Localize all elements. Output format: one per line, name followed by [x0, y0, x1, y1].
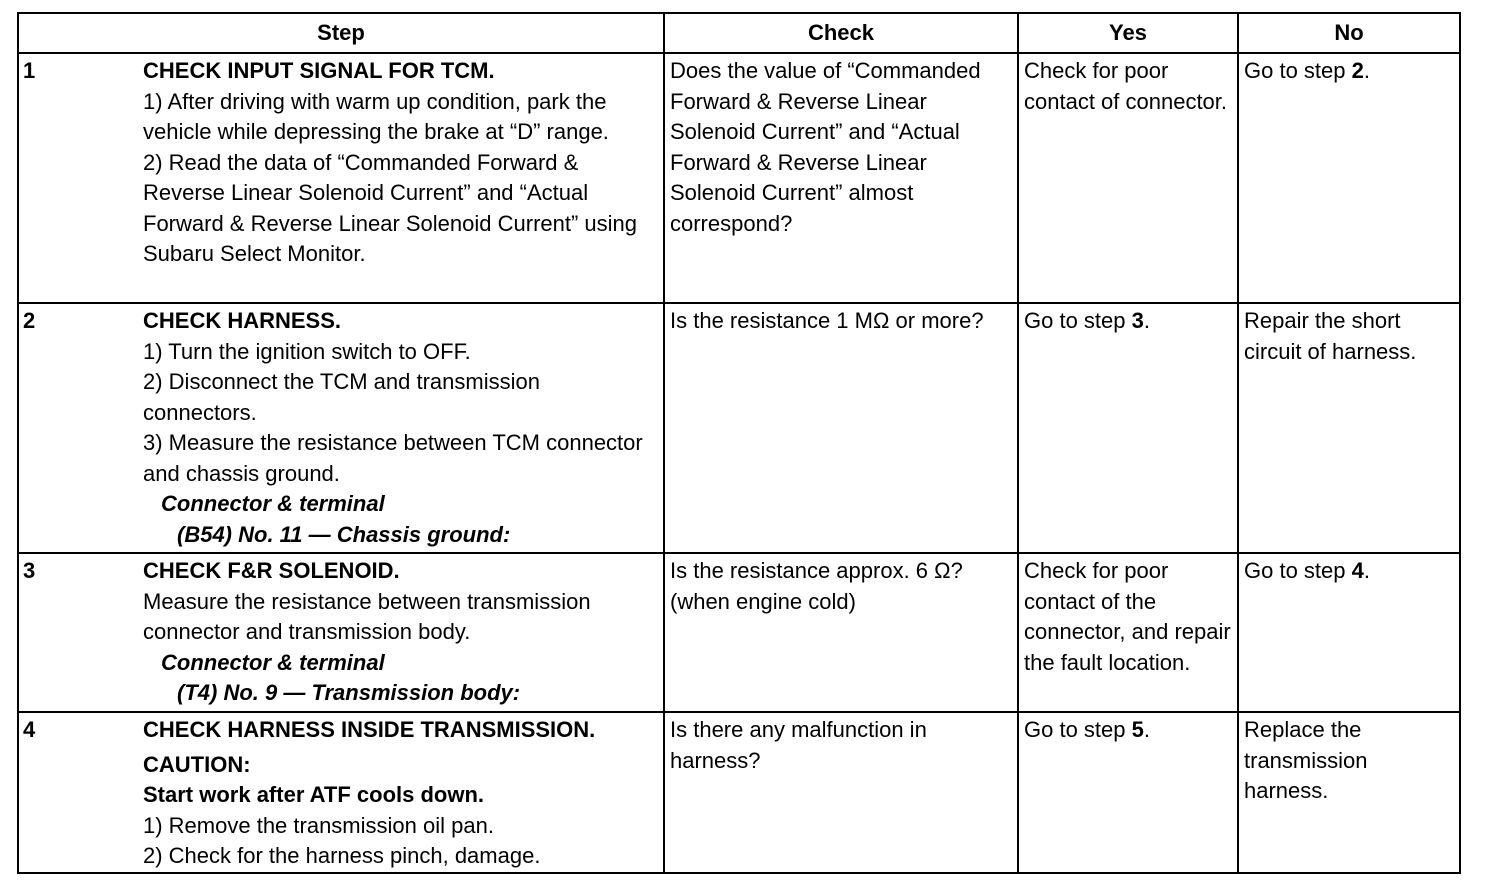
header-no: No — [1238, 13, 1460, 53]
header-row — [18, 13, 1460, 53]
connector-terminal-value: (B54) No. 11 — Chassis ground: — [177, 521, 511, 547]
step-instruction: 1) Turn the ignition switch to OFF. — [143, 338, 471, 364]
step-instruction: 1) After driving with warm up condition, park the vehicle while depressing the brake at “D” range. — [143, 88, 609, 144]
header-check: Check — [664, 13, 1018, 53]
step-title: CHECK HARNESS. — [143, 308, 342, 333]
diagnostic-table — [17, 12, 1461, 874]
step-instruction: 3) Measure the resistance between TCM connector and chassis ground. — [143, 430, 643, 486]
no-prefix: Go to step — [1244, 558, 1352, 583]
check-cell: Is the resistance approx. 6 Ω? (when engine cold) — [664, 553, 1018, 712]
table-row — [18, 712, 1460, 873]
check-cell: Is the resistance 1 MΩ or more? — [664, 303, 1018, 553]
connector-terminal-label: Connector & terminal — [161, 491, 385, 516]
table-row — [18, 553, 1460, 712]
no-suffix: . — [1363, 58, 1370, 83]
no-suffix: . — [1363, 558, 1370, 583]
step-instruction: 2) Read the data of “Commanded Forward & Reverse Linear Solenoid Current” and “Actual Forward & Reverse Linear Solenoid Current” using Subaru Select Monitor. — [143, 149, 638, 266]
header-step: Step — [18, 13, 664, 53]
yes-suffix: . — [1143, 717, 1150, 742]
step-cell — [18, 712, 664, 873]
step-title: CHECK F&R SOLENOID. — [143, 558, 400, 583]
step-number: 1 — [23, 58, 36, 83]
no-step-ref[interactable]: 2 — [1351, 58, 1364, 83]
step-title: CHECK HARNESS INSIDE TRANSMISSION. — [143, 717, 596, 742]
caution-text: Start work after ATF cools down. — [143, 782, 485, 807]
no-cell: Replace the transmission harness. — [1238, 712, 1460, 873]
step-instruction: 2) Check for the harness pinch, damage. — [143, 843, 541, 868]
table-row — [18, 303, 1460, 553]
no-prefix: Go to step — [1244, 58, 1352, 83]
step-title: CHECK INPUT SIGNAL FOR TCM. — [143, 58, 495, 83]
header-yes: Yes — [1018, 13, 1238, 53]
connector-terminal-value: (T4) No. 9 — Transmission body: — [177, 680, 521, 705]
yes-cell: Check for poor contact of connector. — [1018, 53, 1238, 303]
yes-suffix: . — [1143, 308, 1150, 333]
step-cell — [18, 553, 664, 712]
step-instruction: Measure the resistance between transmission connector and transmission body. — [143, 588, 591, 644]
no-cell — [1238, 53, 1460, 303]
yes-prefix: Go to step — [1024, 717, 1132, 742]
check-cell: Is there any malfunction in harness? — [664, 712, 1018, 873]
yes-cell — [1018, 303, 1238, 553]
yes-step-ref[interactable]: 5 — [1131, 717, 1144, 742]
yes-step-ref[interactable]: 3 — [1131, 308, 1144, 333]
step-instruction: 1) Remove the transmission oil pan. — [143, 812, 494, 838]
no-step-ref[interactable]: 4 — [1351, 558, 1364, 583]
table-row — [18, 53, 1460, 303]
check-cell: Does the value of “Commanded Forward & Reverse Linear Solenoid Current” and “Actual Forward & Reverse Linear Solenoid Current” almost correspond? — [664, 53, 1018, 303]
step-number: 3 — [23, 558, 36, 583]
yes-cell: Check for poor contact of the connector, and repair the fault location. — [1018, 553, 1238, 712]
step-cell — [18, 53, 664, 303]
connector-terminal-label: Connector & terminal — [161, 649, 385, 675]
step-cell — [18, 303, 664, 553]
yes-cell — [1018, 712, 1238, 873]
caution-label: CAUTION: — [143, 751, 251, 777]
no-cell — [1238, 553, 1460, 712]
yes-prefix: Go to step — [1024, 308, 1132, 333]
step-number: 2 — [23, 308, 36, 333]
step-number: 4 — [23, 717, 36, 742]
no-cell: Repair the short circuit of harness. — [1238, 303, 1460, 553]
step-instruction: 2) Disconnect the TCM and transmission connectors. — [143, 369, 540, 425]
